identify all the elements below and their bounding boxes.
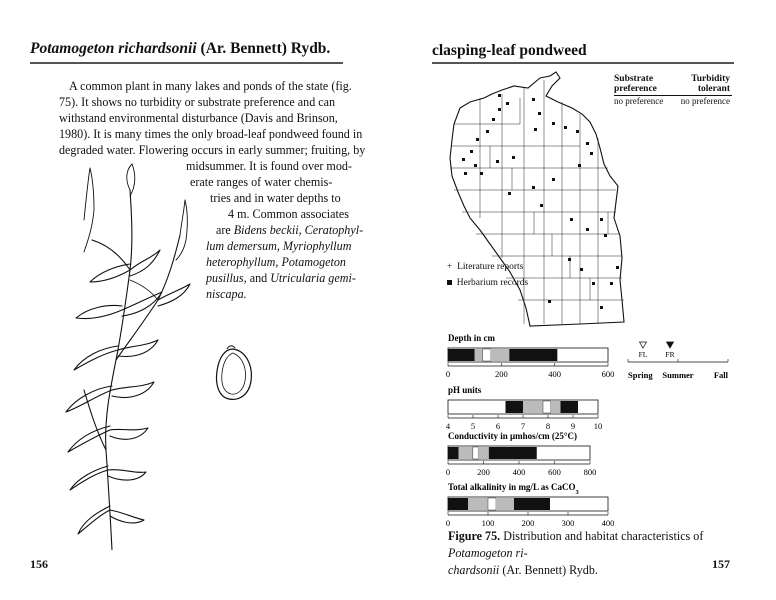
right-title-rule [432, 62, 734, 64]
herbarium-record-marker [486, 130, 489, 133]
chart-title: Total alkalinity in mg/L as CaCO$_3$ [448, 482, 579, 496]
body-fragment: niscapa. [206, 287, 247, 301]
range-segment [473, 447, 478, 459]
herbarium-record-marker [534, 128, 537, 131]
legend-herbarium-label: Herbarium records [456, 278, 529, 288]
herbarium-record-marker [616, 266, 619, 269]
caption-author: (Ar. Bennett) Rydb. [499, 563, 598, 577]
body-line: erate ranges of water chemis- [190, 175, 333, 189]
tick-label: 5 [470, 421, 476, 431]
caption-species: Potamogeton ri- [448, 546, 528, 560]
substrate-header-line: Substrate [614, 74, 654, 84]
seed-illustration [213, 345, 255, 403]
body-line: 75). It shows no turbidity or substrate preference and can [59, 95, 336, 109]
range-segment [496, 498, 514, 510]
tick-label: 600 [548, 467, 561, 477]
tick-label: 400 [601, 518, 615, 528]
range-segment [523, 401, 543, 413]
range-segment [468, 498, 488, 510]
herbarium-record-marker [604, 234, 607, 237]
range-segment [448, 349, 475, 361]
herbarium-record-marker [580, 268, 583, 271]
body-line: 4 m. Common associates [228, 207, 349, 221]
phenology-label: FR [665, 350, 675, 359]
herbarium-record-marker [512, 156, 515, 159]
species-author: (Ar. Bennett) Rydb. [196, 40, 331, 57]
range-segment [475, 349, 483, 361]
herbarium-record-marker [506, 102, 509, 105]
herbarium-record-marker [570, 218, 573, 221]
herbarium-record-marker [480, 172, 483, 175]
herbarium-record-marker [470, 150, 473, 153]
body-line [216, 222, 363, 238]
herbarium-record-marker [590, 152, 593, 155]
plant-illustration [30, 160, 210, 550]
range-segment [489, 447, 537, 459]
range-segment [478, 447, 489, 459]
range-segment [561, 401, 579, 413]
herbarium-record-marker [498, 94, 501, 97]
herbarium-record-marker [600, 306, 603, 309]
season-label: Summer [662, 370, 694, 380]
substrate-value: no preference [614, 96, 664, 106]
range-segment [514, 498, 550, 510]
tick-label: 9 [570, 421, 576, 431]
range-segment [543, 401, 551, 413]
range-segment [459, 447, 473, 459]
species-name: Potamogeton richardsonii [30, 40, 197, 57]
herbarium-record-marker [552, 178, 555, 181]
herbarium-record-marker [532, 186, 535, 189]
range-segment [551, 401, 561, 413]
chart-title: Depth in cm [448, 333, 495, 343]
habitat-chart [446, 482, 615, 528]
chart-title: Conductivity in μmhos/cm (25°C) [448, 431, 577, 441]
chart-title-subscript: 3 [575, 488, 579, 496]
body-fragment: lum demersum, Myriophyllum [206, 239, 352, 253]
range-segment [448, 498, 468, 510]
body-line: A common plant in many lakes and ponds of the state (fig. [69, 79, 352, 93]
tick-label: 8 [545, 421, 551, 431]
turbidity-header-line: Turbidity [691, 74, 730, 84]
herbarium-record-marker [538, 112, 541, 115]
legend-literature [447, 262, 523, 272]
range-segment [488, 498, 496, 510]
tick-label: 200 [477, 467, 490, 477]
herbarium-record-marker [578, 164, 581, 167]
wisconsin-distribution-map [440, 68, 640, 328]
tick-label: 800 [583, 467, 597, 477]
herbarium-record-marker [498, 108, 501, 111]
tick-label: 600 [601, 369, 615, 379]
habitat-chart [446, 385, 602, 431]
body-line [206, 254, 346, 270]
figure-label: Figure 75. [448, 529, 501, 543]
substrate-header-line: preference [614, 84, 657, 94]
common-name-title: clasping-leaf pondweed [432, 42, 587, 59]
tick-label: 6 [495, 421, 501, 431]
caption-species-cont: chardsonii [448, 563, 500, 577]
body-fragment: and [246, 271, 271, 285]
herbarium-record-marker [568, 258, 571, 261]
associates-italic: Bidens beckii, Ceratophyl- [233, 223, 364, 237]
figure-caption [448, 528, 738, 579]
tick-label: 0 [445, 518, 451, 528]
herbarium-record-marker [476, 138, 479, 141]
tick-label: 400 [512, 467, 526, 477]
range-segment [491, 349, 510, 361]
body-line: degraded water. Flowering occurs in early summer; fruiting, by [59, 143, 366, 157]
phenology-timeline [624, 330, 738, 390]
tick-label: 400 [548, 369, 562, 379]
habitat-chart [446, 431, 597, 477]
body-fragment: pusillus, [206, 271, 247, 285]
herbarium-record-marker [576, 130, 579, 133]
body-line: withstand environmental disturbance (Davis and Brinson, [59, 111, 338, 125]
turbidity-header-line: tolerant [697, 84, 730, 94]
tick-label: 100 [481, 518, 495, 528]
flowering-marker-icon [640, 342, 647, 348]
herbarium-record-marker [532, 98, 535, 101]
herbarium-symbol-icon [447, 280, 452, 285]
legend-herbarium [447, 278, 528, 288]
body-line [206, 286, 247, 302]
caption-text: Distribution and habitat characteristics of [500, 529, 704, 543]
tick-label: 4 [445, 421, 451, 431]
tick-label: 0 [445, 467, 451, 477]
herbarium-record-marker [474, 164, 477, 167]
page-number-right: 157 [712, 557, 730, 571]
page-number-left: 156 [30, 557, 48, 571]
herbarium-record-marker [610, 282, 613, 285]
legend-literature-label: Literature reports [457, 262, 524, 272]
body-line [206, 270, 356, 286]
range-segment [509, 349, 557, 361]
phenology-label: FL [638, 350, 648, 359]
herbarium-record-marker [496, 160, 499, 163]
herbarium-record-marker [564, 126, 567, 129]
tick-label: 0 [445, 369, 451, 379]
herbarium-record-marker [464, 172, 467, 175]
tick-label: 200 [521, 518, 535, 528]
tick-label: 200 [494, 369, 508, 379]
range-segment [506, 401, 524, 413]
literature-symbol-icon: + [447, 262, 453, 272]
season-label: Spring [628, 370, 653, 380]
turbidity-value: no preference [680, 96, 730, 106]
fruiting-marker-icon [667, 342, 674, 348]
turbidity-header [680, 74, 730, 94]
body-line: tries and in water depths to [210, 191, 341, 205]
herbarium-record-marker [508, 192, 511, 195]
herbarium-record-marker [540, 204, 543, 207]
body-line: midsummer. It is found over mod- [186, 159, 352, 173]
herbarium-record-marker [462, 158, 465, 161]
body-line: 1980). It is many times the only broad-leaf pondweed found in [59, 127, 363, 141]
range-segment [483, 349, 491, 361]
range-segment [448, 447, 459, 459]
herbarium-record-marker [592, 282, 595, 285]
body-fragment: Utricularia gemi- [270, 271, 356, 285]
chart-title: pH units [448, 385, 482, 395]
herbarium-record-marker [586, 142, 589, 145]
herbarium-record-marker [600, 218, 603, 221]
tick-label: 300 [561, 518, 575, 528]
herbarium-record-marker [548, 300, 551, 303]
body-line [206, 238, 351, 254]
herbarium-record-marker [586, 228, 589, 231]
tick-label: 10 [593, 421, 603, 431]
season-label: Fall [713, 370, 728, 380]
tick-label: 7 [520, 421, 526, 431]
herbarium-record-marker [552, 122, 555, 125]
body-fragment: heterophyllum, Potamogeton [206, 255, 346, 269]
habitat-chart [446, 333, 615, 379]
herbarium-record-marker [492, 118, 495, 121]
body-fragment: are [216, 223, 234, 237]
